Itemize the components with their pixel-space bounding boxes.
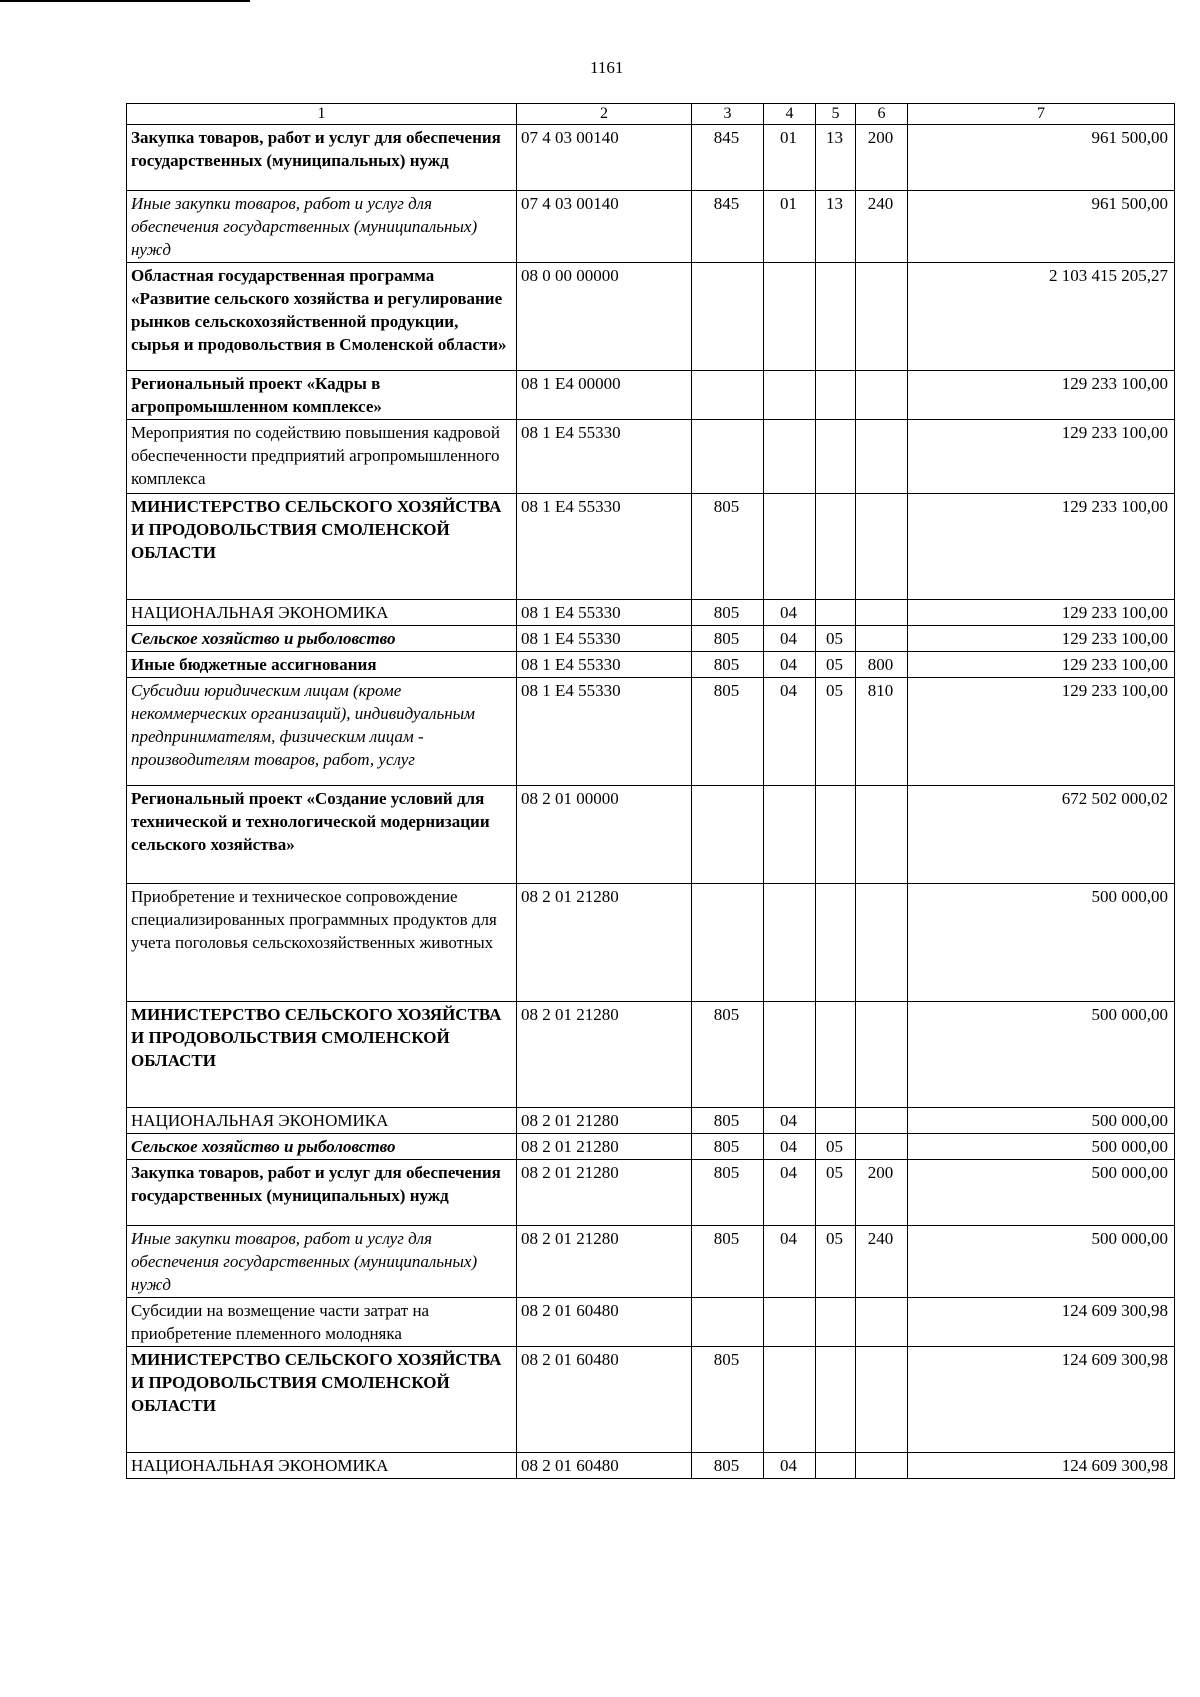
row-code: 08 1 E4 55330 xyxy=(517,678,692,786)
row-col6: 800 xyxy=(856,652,908,678)
table-row xyxy=(127,786,1175,884)
table-row xyxy=(127,652,1175,678)
row-code: 08 2 01 60480 xyxy=(517,1453,692,1479)
row-col4 xyxy=(764,494,816,600)
row-name: МИНИСТЕРСТВО СЕЛЬСКОГО ХОЗЯЙСТВА И ПРОДОВОЛЬСТВИЯ СМОЛЕНСКОЙ ОБЛАСТИ xyxy=(127,1002,517,1108)
row-col4 xyxy=(764,1298,816,1347)
column-header: 7 xyxy=(908,104,1175,125)
budget-table xyxy=(126,103,1175,1479)
row-name: НАЦИОНАЛЬНАЯ ЭКОНОМИКА xyxy=(127,600,517,626)
table-row xyxy=(127,263,1175,371)
table-row xyxy=(127,191,1175,263)
scan-corner-line xyxy=(0,0,250,2)
table-row xyxy=(127,884,1175,1002)
row-code: 08 2 01 21280 xyxy=(517,1134,692,1160)
row-col3 xyxy=(692,420,764,494)
row-col4: 04 xyxy=(764,600,816,626)
row-col5: 05 xyxy=(816,1226,856,1298)
table-row xyxy=(127,494,1175,600)
row-amount: 500 000,00 xyxy=(908,1108,1175,1134)
row-col6 xyxy=(856,884,908,1002)
row-amount: 124 609 300,98 xyxy=(908,1453,1175,1479)
row-amount: 2 103 415 205,27 xyxy=(908,263,1175,371)
row-col5 xyxy=(816,371,856,420)
row-code: 08 1 E4 00000 xyxy=(517,371,692,420)
row-col4 xyxy=(764,884,816,1002)
column-header: 1 xyxy=(127,104,517,125)
row-name: Закупка товаров, работ и услуг для обеспечения государственных (муниципальных) нужд xyxy=(127,1160,517,1226)
row-amount: 124 609 300,98 xyxy=(908,1347,1175,1453)
row-col6 xyxy=(856,494,908,600)
row-col3: 805 xyxy=(692,678,764,786)
row-amount: 129 233 100,00 xyxy=(908,420,1175,494)
row-col3: 805 xyxy=(692,1226,764,1298)
row-col6 xyxy=(856,786,908,884)
row-col4 xyxy=(764,420,816,494)
row-amount: 129 233 100,00 xyxy=(908,626,1175,652)
row-col4: 04 xyxy=(764,1108,816,1134)
row-col3: 805 xyxy=(692,494,764,600)
row-col5 xyxy=(816,420,856,494)
row-code: 08 2 01 00000 xyxy=(517,786,692,884)
row-name: Сельское хозяйство и рыболовство xyxy=(127,626,517,652)
row-name: Приобретение и техническое сопровождение специализированных программных продуктов для учета поголовья сельскохозяйственных животных xyxy=(127,884,517,1002)
row-col6 xyxy=(856,1002,908,1108)
row-col4: 04 xyxy=(764,1226,816,1298)
row-col5: 05 xyxy=(816,652,856,678)
row-name: НАЦИОНАЛЬНАЯ ЭКОНОМИКА xyxy=(127,1108,517,1134)
row-col5 xyxy=(816,1453,856,1479)
row-col5: 05 xyxy=(816,626,856,652)
table-row xyxy=(127,125,1175,191)
row-col5: 13 xyxy=(816,125,856,191)
table-row xyxy=(127,420,1175,494)
row-name: Иные бюджетные ассигнования xyxy=(127,652,517,678)
row-col5 xyxy=(816,494,856,600)
row-code: 08 2 01 21280 xyxy=(517,1160,692,1226)
row-col3: 805 xyxy=(692,652,764,678)
table-row xyxy=(127,1160,1175,1226)
table-row xyxy=(127,626,1175,652)
row-col4: 01 xyxy=(764,125,816,191)
row-amount: 961 500,00 xyxy=(908,191,1175,263)
row-col4 xyxy=(764,1002,816,1108)
row-code: 08 1 E4 55330 xyxy=(517,494,692,600)
column-header: 6 xyxy=(856,104,908,125)
row-amount: 129 233 100,00 xyxy=(908,494,1175,600)
row-name: МИНИСТЕРСТВО СЕЛЬСКОГО ХОЗЯЙСТВА И ПРОДОВОЛЬСТВИЯ СМОЛЕНСКОЙ ОБЛАСТИ xyxy=(127,1347,517,1453)
row-name: Региональный проект «Создание условий для технической и технологической модернизации сельского хозяйства» xyxy=(127,786,517,884)
row-col6: 810 xyxy=(856,678,908,786)
row-col4: 04 xyxy=(764,1160,816,1226)
row-col3: 845 xyxy=(692,125,764,191)
row-col5 xyxy=(816,600,856,626)
row-col6 xyxy=(856,263,908,371)
row-col4 xyxy=(764,1347,816,1453)
row-name: Закупка товаров, работ и услуг для обеспечения государственных (муниципальных) нужд xyxy=(127,125,517,191)
row-col5: 05 xyxy=(816,678,856,786)
row-amount: 124 609 300,98 xyxy=(908,1298,1175,1347)
table-row xyxy=(127,1298,1175,1347)
row-col3: 845 xyxy=(692,191,764,263)
row-col4 xyxy=(764,786,816,884)
table-row xyxy=(127,600,1175,626)
row-col6 xyxy=(856,1347,908,1453)
row-col5: 05 xyxy=(816,1134,856,1160)
page-number: 1161 xyxy=(590,58,624,77)
row-code: 08 2 01 60480 xyxy=(517,1298,692,1347)
row-col3: 805 xyxy=(692,1160,764,1226)
row-col6 xyxy=(856,371,908,420)
row-col4: 04 xyxy=(764,626,816,652)
table-row xyxy=(127,1002,1175,1108)
row-col6: 240 xyxy=(856,191,908,263)
row-col5 xyxy=(816,1347,856,1453)
row-col3 xyxy=(692,786,764,884)
row-col4: 01 xyxy=(764,191,816,263)
row-col3: 805 xyxy=(692,1134,764,1160)
column-header: 2 xyxy=(517,104,692,125)
row-col6: 200 xyxy=(856,125,908,191)
row-col3: 805 xyxy=(692,1453,764,1479)
row-amount: 961 500,00 xyxy=(908,125,1175,191)
row-amount: 500 000,00 xyxy=(908,1134,1175,1160)
row-code: 08 1 E4 55330 xyxy=(517,600,692,626)
row-name: Иные закупки товаров, работ и услуг для обеспечения государственных (муниципальных) нужд xyxy=(127,1226,517,1298)
row-col5 xyxy=(816,1298,856,1347)
table-row xyxy=(127,1108,1175,1134)
column-header: 3 xyxy=(692,104,764,125)
row-col4: 04 xyxy=(764,652,816,678)
row-col3: 805 xyxy=(692,1108,764,1134)
row-code: 08 2 01 21280 xyxy=(517,1108,692,1134)
table-row xyxy=(127,1134,1175,1160)
row-col6 xyxy=(856,1134,908,1160)
row-amount: 500 000,00 xyxy=(908,1160,1175,1226)
row-col3: 805 xyxy=(692,1002,764,1108)
row-name: Субсидии юридическим лицам (кроме некоммерческих организаций), индивидуальным предпринимателям, физическим лицам - производителям товаров, работ, услуг xyxy=(127,678,517,786)
row-code: 08 1 E4 55330 xyxy=(517,420,692,494)
row-col6: 240 xyxy=(856,1226,908,1298)
row-col4: 04 xyxy=(764,678,816,786)
row-code: 08 2 01 21280 xyxy=(517,1226,692,1298)
table-row xyxy=(127,678,1175,786)
row-name: Иные закупки товаров, работ и услуг для обеспечения государственных (муниципальных) нужд xyxy=(127,191,517,263)
table-row xyxy=(127,1453,1175,1479)
row-name: МИНИСТЕРСТВО СЕЛЬСКОГО ХОЗЯЙСТВА И ПРОДОВОЛЬСТВИЯ СМОЛЕНСКОЙ ОБЛАСТИ xyxy=(127,494,517,600)
row-col4 xyxy=(764,263,816,371)
row-amount: 500 000,00 xyxy=(908,884,1175,1002)
row-code: 08 0 00 00000 xyxy=(517,263,692,371)
row-col3: 805 xyxy=(692,1347,764,1453)
row-col3: 805 xyxy=(692,600,764,626)
row-amount: 129 233 100,00 xyxy=(908,678,1175,786)
row-col5: 05 xyxy=(816,1160,856,1226)
row-amount: 129 233 100,00 xyxy=(908,371,1175,420)
row-col6 xyxy=(856,1108,908,1134)
row-col4 xyxy=(764,371,816,420)
row-col6 xyxy=(856,1298,908,1347)
row-code: 07 4 03 00140 xyxy=(517,125,692,191)
row-col3 xyxy=(692,884,764,1002)
row-col3 xyxy=(692,1298,764,1347)
row-col5 xyxy=(816,1002,856,1108)
row-col3 xyxy=(692,263,764,371)
row-col6 xyxy=(856,600,908,626)
row-col6 xyxy=(856,626,908,652)
row-col5: 13 xyxy=(816,191,856,263)
row-col4: 04 xyxy=(764,1453,816,1479)
row-code: 08 2 01 21280 xyxy=(517,884,692,1002)
row-col6 xyxy=(856,420,908,494)
column-header: 5 xyxy=(816,104,856,125)
row-code: 08 1 E4 55330 xyxy=(517,652,692,678)
table-row xyxy=(127,371,1175,420)
row-amount: 672 502 000,02 xyxy=(908,786,1175,884)
row-amount: 129 233 100,00 xyxy=(908,652,1175,678)
row-name: Региональный проект «Кадры в агропромышленном комплексе» xyxy=(127,371,517,420)
row-name: Мероприятия по содействию повышения кадровой обеспеченности предприятий агропромышленного комплекса xyxy=(127,420,517,494)
row-code: 08 2 01 60480 xyxy=(517,1347,692,1453)
table-row xyxy=(127,1347,1175,1453)
row-col6 xyxy=(856,1453,908,1479)
row-col5 xyxy=(816,1108,856,1134)
row-code: 07 4 03 00140 xyxy=(517,191,692,263)
row-col6: 200 xyxy=(856,1160,908,1226)
row-name: Субсидии на возмещение части затрат на приобретение племенного молодняка xyxy=(127,1298,517,1347)
row-amount: 129 233 100,00 xyxy=(908,600,1175,626)
row-amount: 500 000,00 xyxy=(908,1226,1175,1298)
row-col5 xyxy=(816,884,856,1002)
row-col5 xyxy=(816,263,856,371)
row-col3 xyxy=(692,371,764,420)
row-col5 xyxy=(816,786,856,884)
row-col3: 805 xyxy=(692,626,764,652)
column-header: 4 xyxy=(764,104,816,125)
row-amount: 500 000,00 xyxy=(908,1002,1175,1108)
row-name: Областная государственная программа «Развитие сельского хозяйства и регулирование рынков сельскохозяйственной продукции, сырья и продовольствия в Смоленской области» xyxy=(127,263,517,371)
row-name: Сельское хозяйство и рыболовство xyxy=(127,1134,517,1160)
row-name: НАЦИОНАЛЬНАЯ ЭКОНОМИКА xyxy=(127,1453,517,1479)
row-code: 08 2 01 21280 xyxy=(517,1002,692,1108)
table-row xyxy=(127,1226,1175,1298)
row-col4: 04 xyxy=(764,1134,816,1160)
table-body xyxy=(127,104,1175,1479)
row-code: 08 1 E4 55330 xyxy=(517,626,692,652)
table-header-row xyxy=(127,104,1175,125)
